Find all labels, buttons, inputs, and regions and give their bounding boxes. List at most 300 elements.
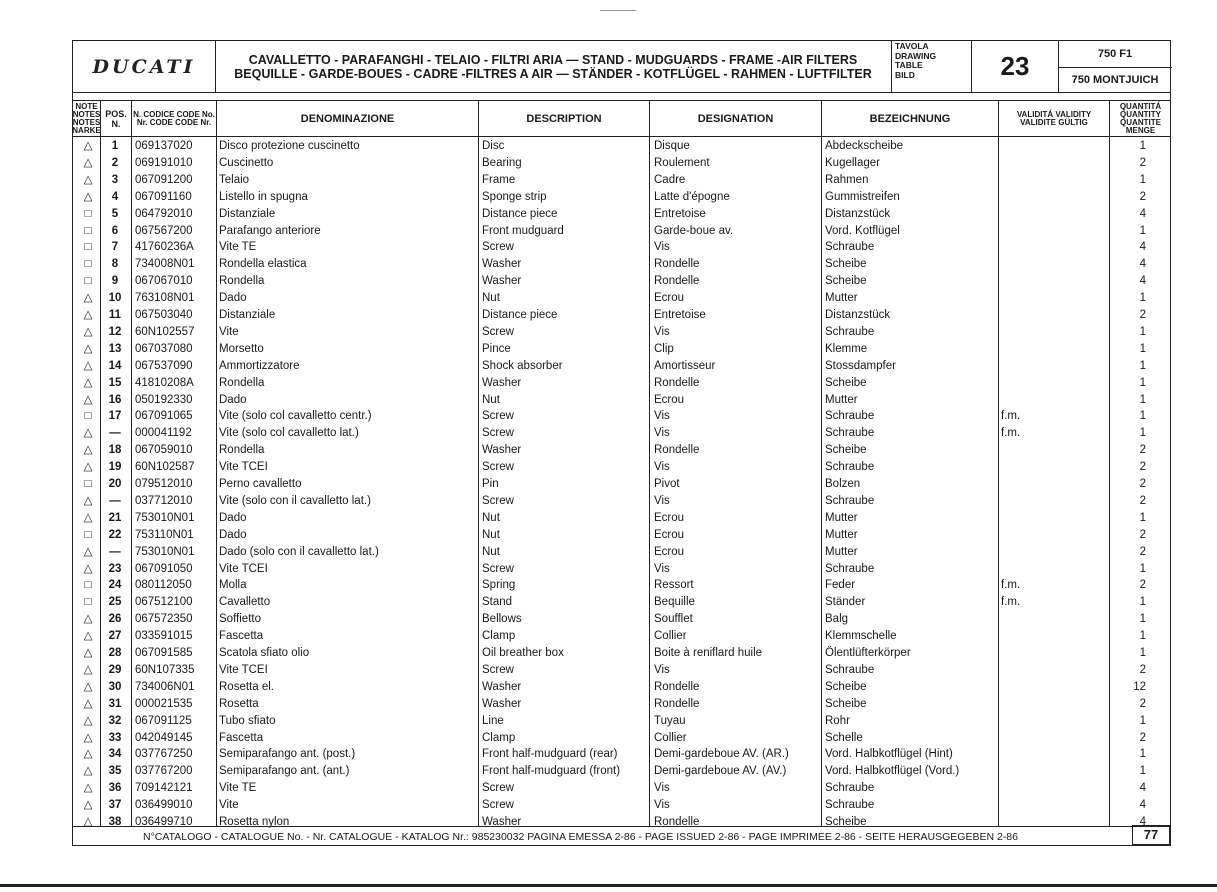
cell-fr: Latte d'épogne bbox=[654, 190, 730, 203]
cell-en: Washer bbox=[482, 258, 522, 271]
cell-de: Schraube bbox=[825, 494, 875, 507]
table-row bbox=[73, 696, 1170, 712]
cell-pos: 11 bbox=[108, 309, 122, 321]
table-row bbox=[73, 155, 1170, 171]
cell-qty: 1 bbox=[1139, 748, 1146, 761]
col-pos-header: POS. N. bbox=[101, 101, 131, 137]
cell-code: 60N107335 bbox=[135, 663, 195, 676]
cell-fr: Garde-boue av. bbox=[654, 224, 734, 237]
cell-de: Schraube bbox=[825, 562, 875, 575]
cell-qty: 1 bbox=[1139, 427, 1146, 440]
cell-fr: Vis bbox=[654, 494, 670, 507]
table-row bbox=[73, 341, 1170, 357]
cell-note: △ bbox=[83, 376, 93, 389]
cell-pos: 10 bbox=[108, 292, 122, 305]
cell-en: Clamp bbox=[482, 630, 516, 643]
col-en-header: DESCRIPTION bbox=[479, 101, 649, 137]
cell-pos: 30 bbox=[108, 680, 122, 693]
cell-de: Vord. Halbkotflügel (Hint) bbox=[825, 748, 953, 761]
cell-qty: 1 bbox=[1139, 224, 1146, 237]
cell-note: △ bbox=[83, 156, 93, 169]
cell-note: △ bbox=[83, 613, 93, 626]
cell-pos: 25 bbox=[108, 596, 122, 609]
table-row bbox=[73, 189, 1170, 205]
cell-en: Frame bbox=[482, 173, 516, 186]
header-gap bbox=[73, 92, 1170, 101]
cell-it: Rondella bbox=[219, 275, 265, 288]
table-row bbox=[73, 510, 1170, 526]
cell-it: Fascetta bbox=[219, 731, 264, 744]
cell-de: Scheibe bbox=[825, 275, 867, 288]
table-row bbox=[73, 408, 1170, 424]
cell-it: Vite TE bbox=[219, 782, 257, 795]
cell-code: 067037080 bbox=[135, 342, 193, 355]
cell-val: f.m. bbox=[1001, 579, 1021, 592]
cell-de: Scheibe bbox=[825, 680, 867, 693]
cell-en: Washer bbox=[482, 697, 522, 710]
cell-code: 036499010 bbox=[135, 799, 193, 812]
cell-qty: 2 bbox=[1139, 528, 1146, 541]
cell-it: Morsetto bbox=[219, 342, 264, 355]
cell-qty: 2 bbox=[1139, 156, 1146, 169]
cell-de: Schraube bbox=[825, 410, 875, 423]
cell-it: Tubo sfiato bbox=[219, 714, 276, 727]
cell-de: Mutter bbox=[825, 292, 858, 305]
table-row bbox=[73, 713, 1170, 729]
cell-pos: 3 bbox=[111, 173, 119, 186]
cell-en: Bellows bbox=[482, 613, 522, 626]
cell-de: Bolzen bbox=[825, 478, 861, 490]
bottom-rule bbox=[0, 884, 1217, 887]
cell-fr: Bequille bbox=[654, 596, 695, 609]
cell-code: 080112050 bbox=[135, 579, 192, 592]
cell-fr: Ecrou bbox=[654, 511, 685, 524]
cell-de: Schraube bbox=[825, 325, 875, 338]
cell-qty: 12 bbox=[1133, 680, 1146, 693]
cell-fr: Disque bbox=[654, 140, 690, 152]
table-row bbox=[73, 442, 1170, 458]
cell-en: Distance piece bbox=[482, 309, 558, 321]
cell-fr: Pivot bbox=[654, 478, 680, 490]
cell-code: 064792010 bbox=[135, 207, 193, 220]
cell-it: Rosetta nylon bbox=[219, 816, 290, 828]
cell-pos: — bbox=[109, 545, 121, 558]
cell-fr: Clip bbox=[654, 342, 674, 355]
cell-code: 037767250 bbox=[135, 748, 193, 761]
cell-qty: 1 bbox=[1139, 410, 1146, 423]
cell-en: Sponge strip bbox=[482, 190, 547, 203]
cell-fr: Demi-gardeboue AV. (AR.) bbox=[654, 748, 789, 761]
cell-pos: 31 bbox=[108, 697, 122, 710]
cell-pos: 15 bbox=[108, 376, 122, 389]
cell-qty: 4 bbox=[1139, 258, 1146, 271]
cell-de: Balg bbox=[825, 613, 849, 626]
page-number: 77 bbox=[1132, 825, 1170, 845]
cell-en: Washer bbox=[482, 275, 522, 288]
table-row bbox=[73, 527, 1170, 543]
cell-note: △ bbox=[83, 494, 93, 507]
cell-qty: 1 bbox=[1139, 511, 1146, 524]
cell-fr: Entretoise bbox=[654, 309, 706, 321]
cell-fr: Ecrou bbox=[654, 545, 685, 558]
cell-pos: 16 bbox=[108, 393, 122, 406]
cell-code: 753010N01 bbox=[135, 545, 195, 558]
cell-pos: 18 bbox=[108, 444, 122, 457]
cell-de: Klemme bbox=[825, 342, 868, 355]
cell-pos: 17 bbox=[108, 410, 122, 423]
tavola-label: TAVOLA bbox=[895, 41, 929, 51]
cell-qty: 2 bbox=[1139, 461, 1146, 474]
cell-pos: 7 bbox=[111, 241, 119, 254]
cell-code: 000041192 bbox=[135, 427, 192, 440]
cell-pos: 32 bbox=[108, 714, 122, 727]
cell-code: 709142121 bbox=[135, 782, 193, 795]
cell-code: 037767200 bbox=[135, 765, 193, 778]
table-row bbox=[73, 679, 1170, 695]
cell-it: Vite TCEI bbox=[219, 562, 268, 575]
drawing-label: DRAWING bbox=[895, 50, 937, 61]
cell-qty: 2 bbox=[1139, 494, 1146, 507]
cell-de: Kugellager bbox=[825, 156, 880, 169]
cell-code: 037712010 bbox=[135, 494, 193, 507]
cell-note: △ bbox=[83, 325, 93, 338]
cell-pos: 29 bbox=[108, 663, 122, 676]
cell-fr: Rondelle bbox=[654, 258, 700, 271]
cell-de: Scheibe bbox=[825, 444, 867, 457]
sheet-footer bbox=[73, 826, 1170, 847]
cell-code: 069191010 bbox=[135, 156, 193, 169]
cell-code: 763108N01 bbox=[135, 292, 195, 305]
cell-en: Bearing bbox=[482, 156, 522, 169]
cell-code: 033591015 bbox=[135, 630, 193, 643]
table-row bbox=[73, 746, 1170, 762]
cell-code: 753110N01 bbox=[135, 528, 194, 541]
cell-qty: 1 bbox=[1139, 613, 1146, 626]
catalog-info: N°CATALOGO - CATALOGUE No. - Nr. CATALOGUE - KATALOG Nr.: 985230032 PAGINA EMESSA 2-86 - PAGE ISSUED 2-86 - PAGE IMPRIMEE 2-86 - SEITE HERAUSGEGEBEN 2-86 bbox=[143, 831, 1018, 843]
cell-it: Dado (solo con il cavalletto lat.) bbox=[219, 545, 379, 558]
cell-pos: 36 bbox=[108, 782, 122, 795]
cell-it: Distanziale bbox=[219, 207, 276, 220]
title-line-2: BEQUILLE - GARDE-BOUES - CADRE -FILTRES A AIR — STÄNDER - KOTFLÜGEL - RAHMEN - LUFTFILTER bbox=[234, 66, 872, 81]
table-row bbox=[73, 459, 1170, 475]
cell-note: □ bbox=[84, 528, 92, 541]
cell-code: 050192330 bbox=[135, 393, 193, 406]
cell-pos: 19 bbox=[108, 461, 122, 474]
table-row bbox=[73, 730, 1170, 746]
cell-en: Front mudguard bbox=[482, 224, 564, 237]
cell-it: Rosetta bbox=[219, 697, 259, 710]
tavola-labels bbox=[891, 41, 972, 92]
cell-en: Screw bbox=[482, 782, 514, 795]
cell-code: 734008N01 bbox=[135, 258, 195, 271]
cell-fr: Rondelle bbox=[654, 697, 700, 710]
cell-en: Distance piece bbox=[482, 207, 558, 220]
cell-de: Schelle bbox=[825, 731, 863, 744]
cell-it: Soffietto bbox=[219, 613, 261, 626]
cell-en: Screw bbox=[482, 799, 514, 812]
cell-de: Schraube bbox=[825, 663, 875, 676]
cell-en: Nut bbox=[482, 511, 500, 524]
cell-de: Klemmschelle bbox=[825, 630, 897, 643]
cell-de: Scheibe bbox=[825, 816, 867, 828]
cell-it: Semiparafango ant. (ant.) bbox=[219, 765, 350, 778]
cell-it: Rondella bbox=[219, 376, 265, 389]
cell-fr: Ressort bbox=[654, 579, 694, 592]
cell-note: △ bbox=[83, 292, 93, 305]
cell-en: Disc bbox=[482, 140, 505, 152]
table-row bbox=[73, 375, 1170, 391]
cell-en: Front half-mudguard (front) bbox=[482, 765, 621, 778]
cell-note: △ bbox=[83, 393, 93, 406]
cell-fr: Vis bbox=[654, 562, 670, 575]
table-row bbox=[73, 392, 1170, 408]
table-row bbox=[73, 307, 1170, 323]
cell-code: 067091125 bbox=[135, 714, 192, 727]
cell-code: 067091585 bbox=[135, 647, 193, 659]
cell-qty: 2 bbox=[1139, 478, 1146, 490]
cell-en: Nut bbox=[482, 528, 500, 541]
cell-note: □ bbox=[84, 410, 92, 423]
cell-de: Rohr bbox=[825, 714, 850, 727]
cell-qty: 1 bbox=[1139, 359, 1146, 372]
cell-en: Washer bbox=[482, 444, 522, 457]
cell-qty: 1 bbox=[1139, 292, 1146, 305]
table-row bbox=[73, 206, 1170, 222]
cell-en: Nut bbox=[482, 545, 500, 558]
cell-note: □ bbox=[84, 596, 92, 609]
cell-qty: 1 bbox=[1139, 325, 1146, 338]
table-row bbox=[73, 172, 1170, 188]
cell-fr: Vis bbox=[654, 663, 670, 676]
cell-it: Semiparafango ant. (post.) bbox=[219, 748, 356, 761]
cell-fr: Vis bbox=[654, 410, 670, 423]
cell-pos: 28 bbox=[108, 647, 122, 659]
cell-note: △ bbox=[83, 630, 93, 643]
cell-it: Vite bbox=[219, 799, 239, 812]
cell-qty: 2 bbox=[1139, 190, 1146, 203]
cell-pos: — bbox=[109, 494, 121, 507]
cell-de: Scheibe bbox=[825, 697, 867, 710]
cell-val: f.m. bbox=[1001, 596, 1021, 609]
cell-fr: Tuyau bbox=[654, 714, 686, 727]
cell-qty: 2 bbox=[1139, 579, 1146, 592]
cell-pos: 5 bbox=[111, 207, 119, 220]
cell-code: 60N102557 bbox=[135, 325, 195, 338]
cell-note: △ bbox=[83, 816, 93, 828]
col-de-header: BEZEICHNUNG bbox=[822, 101, 998, 137]
cell-fr: Ecrou bbox=[654, 393, 685, 406]
cell-fr: Soufflet bbox=[654, 613, 693, 626]
cell-qty: 2 bbox=[1139, 545, 1146, 558]
cell-note: □ bbox=[84, 258, 92, 271]
cell-it: Dado bbox=[219, 511, 247, 524]
table-row bbox=[73, 476, 1170, 492]
cell-it: Telaio bbox=[219, 173, 250, 186]
cell-it: Scatola sfiato olio bbox=[219, 647, 310, 659]
cell-pos: — bbox=[109, 427, 121, 440]
cell-code: 067059010 bbox=[135, 444, 193, 457]
cell-en: Shock absorber bbox=[482, 359, 563, 372]
cell-val: f.m. bbox=[1001, 427, 1021, 440]
cell-pos: 34 bbox=[108, 748, 122, 761]
cell-it: Vite (solo con il cavalletto lat.) bbox=[219, 494, 371, 507]
cell-fr: Vis bbox=[654, 325, 670, 338]
cell-it: Disco protezione cuscinetto bbox=[219, 140, 360, 152]
cell-en: Nut bbox=[482, 393, 500, 406]
cell-de: Mutter bbox=[825, 393, 858, 406]
cell-it: Vite (solo col cavalletto centr.) bbox=[219, 410, 372, 423]
cell-de: Mutter bbox=[825, 545, 858, 558]
cell-note: △ bbox=[83, 647, 93, 659]
cell-en: Screw bbox=[482, 461, 514, 474]
cell-it: Parafango anteriore bbox=[219, 224, 321, 237]
cell-it: Vite (solo col cavalletto lat.) bbox=[219, 427, 359, 440]
cell-note: △ bbox=[83, 342, 93, 355]
cell-note: □ bbox=[84, 224, 92, 237]
cell-note: △ bbox=[83, 359, 93, 372]
cell-de: Mutter bbox=[825, 528, 858, 541]
cell-fr: Boite à reniflard huile bbox=[654, 647, 763, 659]
table-label: TABLE bbox=[895, 60, 923, 70]
cell-en: Washer bbox=[482, 376, 522, 389]
cell-code: 067067010 bbox=[135, 275, 193, 288]
cell-fr: Vis bbox=[654, 461, 670, 474]
cell-note: △ bbox=[83, 680, 93, 693]
cell-qty: 4 bbox=[1139, 816, 1146, 828]
table-row bbox=[73, 358, 1170, 374]
cell-pos: 35 bbox=[108, 765, 122, 778]
cell-de: Distanzstück bbox=[825, 309, 891, 321]
cell-en: Screw bbox=[482, 494, 514, 507]
cell-qty: 2 bbox=[1139, 697, 1146, 710]
cell-note: △ bbox=[83, 427, 93, 440]
cell-fr: Collier bbox=[654, 630, 687, 643]
table-row bbox=[73, 493, 1170, 509]
drawing-number: 23 bbox=[972, 41, 1059, 92]
cell-de: Ölentlüfterkörper bbox=[825, 647, 911, 659]
cell-fr: Cadre bbox=[654, 173, 686, 186]
cell-it: Listello in spugna bbox=[219, 190, 308, 203]
cell-qty: 1 bbox=[1139, 562, 1146, 575]
cell-de: Ständer bbox=[825, 596, 866, 609]
cell-de: Gummistreifen bbox=[825, 190, 900, 203]
cell-code: 000021535 bbox=[135, 697, 193, 710]
cell-qty: 1 bbox=[1139, 714, 1146, 727]
cell-fr: Vis bbox=[654, 799, 670, 812]
sheet-title bbox=[215, 41, 892, 92]
col-qty-header: QUANTITÁ QUANTITY QUANTITE MENGE bbox=[1110, 101, 1171, 137]
cell-note: △ bbox=[83, 765, 93, 778]
cell-fr: Vis bbox=[654, 782, 670, 795]
cell-pos: 33 bbox=[108, 731, 122, 744]
cell-de: Schraube bbox=[825, 782, 875, 795]
cell-code: 067091160 bbox=[135, 190, 192, 203]
cell-fr: Vis bbox=[654, 241, 670, 254]
table-row bbox=[73, 561, 1170, 577]
cell-qty: 1 bbox=[1139, 596, 1146, 609]
cell-note: □ bbox=[84, 275, 92, 288]
top-mark bbox=[600, 10, 636, 11]
cell-note: □ bbox=[84, 207, 92, 220]
cell-pos: 38 bbox=[108, 816, 122, 828]
table-row bbox=[73, 797, 1170, 813]
cell-note: △ bbox=[83, 461, 93, 474]
cell-en: Line bbox=[482, 714, 504, 727]
table-row bbox=[73, 425, 1170, 441]
cell-pos: 14 bbox=[108, 359, 122, 372]
cell-it: Perno cavalletto bbox=[219, 478, 302, 490]
cell-note: △ bbox=[83, 663, 93, 676]
model-2: 750 MONTJUICH bbox=[1071, 74, 1159, 86]
cell-code: 069137020 bbox=[135, 140, 193, 152]
cell-note: △ bbox=[83, 309, 93, 321]
cell-pos: 22 bbox=[108, 528, 122, 541]
cell-fr: Collier bbox=[654, 731, 687, 744]
cell-de: Scheibe bbox=[825, 376, 867, 389]
table-row bbox=[73, 577, 1170, 593]
cell-en: Pince bbox=[482, 342, 511, 355]
cell-pos: 24 bbox=[108, 579, 122, 592]
cell-de: Stossdampfer bbox=[825, 359, 896, 372]
cell-pos: 9 bbox=[111, 275, 119, 288]
cell-qty: 1 bbox=[1139, 630, 1146, 643]
table-row bbox=[73, 594, 1170, 610]
cell-it: Vite TCEI bbox=[219, 461, 268, 474]
cell-it: Distanziale bbox=[219, 309, 276, 321]
col-val-header: VALIDITÁ VALIDITY VALIDITE GÜLTIG bbox=[999, 101, 1109, 137]
cell-de: Schraube bbox=[825, 427, 875, 440]
cell-de: Abdeckscheibe bbox=[825, 140, 903, 152]
cell-qty: 4 bbox=[1139, 275, 1146, 288]
cell-pos: 12 bbox=[108, 325, 122, 338]
cell-code: 042049145 bbox=[135, 731, 193, 744]
cell-val: f.m. bbox=[1001, 410, 1021, 423]
table-row bbox=[73, 645, 1170, 661]
cell-it: Ammortizzatore bbox=[219, 359, 300, 372]
cell-pos: 13 bbox=[108, 342, 122, 355]
cell-it: Dado bbox=[219, 528, 247, 541]
cell-qty: 1 bbox=[1139, 376, 1146, 389]
cell-note: △ bbox=[83, 140, 93, 152]
cell-qty: 1 bbox=[1139, 173, 1146, 186]
cell-de: Rahmen bbox=[825, 173, 869, 186]
cell-qty: 4 bbox=[1139, 207, 1146, 220]
cell-de: Mutter bbox=[825, 511, 858, 524]
table-row bbox=[73, 662, 1170, 678]
cell-code: 067091065 bbox=[135, 410, 193, 423]
cell-it: Vite bbox=[219, 325, 239, 338]
cell-it: Cuscinetto bbox=[219, 156, 274, 169]
cell-pos: 27 bbox=[108, 630, 122, 643]
model-1: 750 F1 bbox=[1058, 41, 1172, 68]
table-row bbox=[73, 544, 1170, 560]
cell-en: Spring bbox=[482, 579, 516, 592]
cell-pos: 6 bbox=[111, 224, 119, 237]
table-row bbox=[73, 324, 1170, 340]
cell-fr: Rondelle bbox=[654, 680, 700, 693]
cell-en: Nut bbox=[482, 292, 500, 305]
table-row bbox=[73, 138, 1170, 154]
cell-note: △ bbox=[83, 748, 93, 761]
table-row bbox=[73, 290, 1170, 306]
cell-qty: 1 bbox=[1139, 140, 1146, 152]
cell-note: △ bbox=[83, 545, 93, 558]
cell-code: 067091050 bbox=[135, 562, 193, 575]
table-row bbox=[73, 239, 1170, 255]
cell-code: 067091200 bbox=[135, 173, 193, 186]
cell-de: Vord. Halbkotflügel (Vord.) bbox=[825, 765, 960, 778]
cell-fr: Ecrou bbox=[654, 528, 685, 541]
